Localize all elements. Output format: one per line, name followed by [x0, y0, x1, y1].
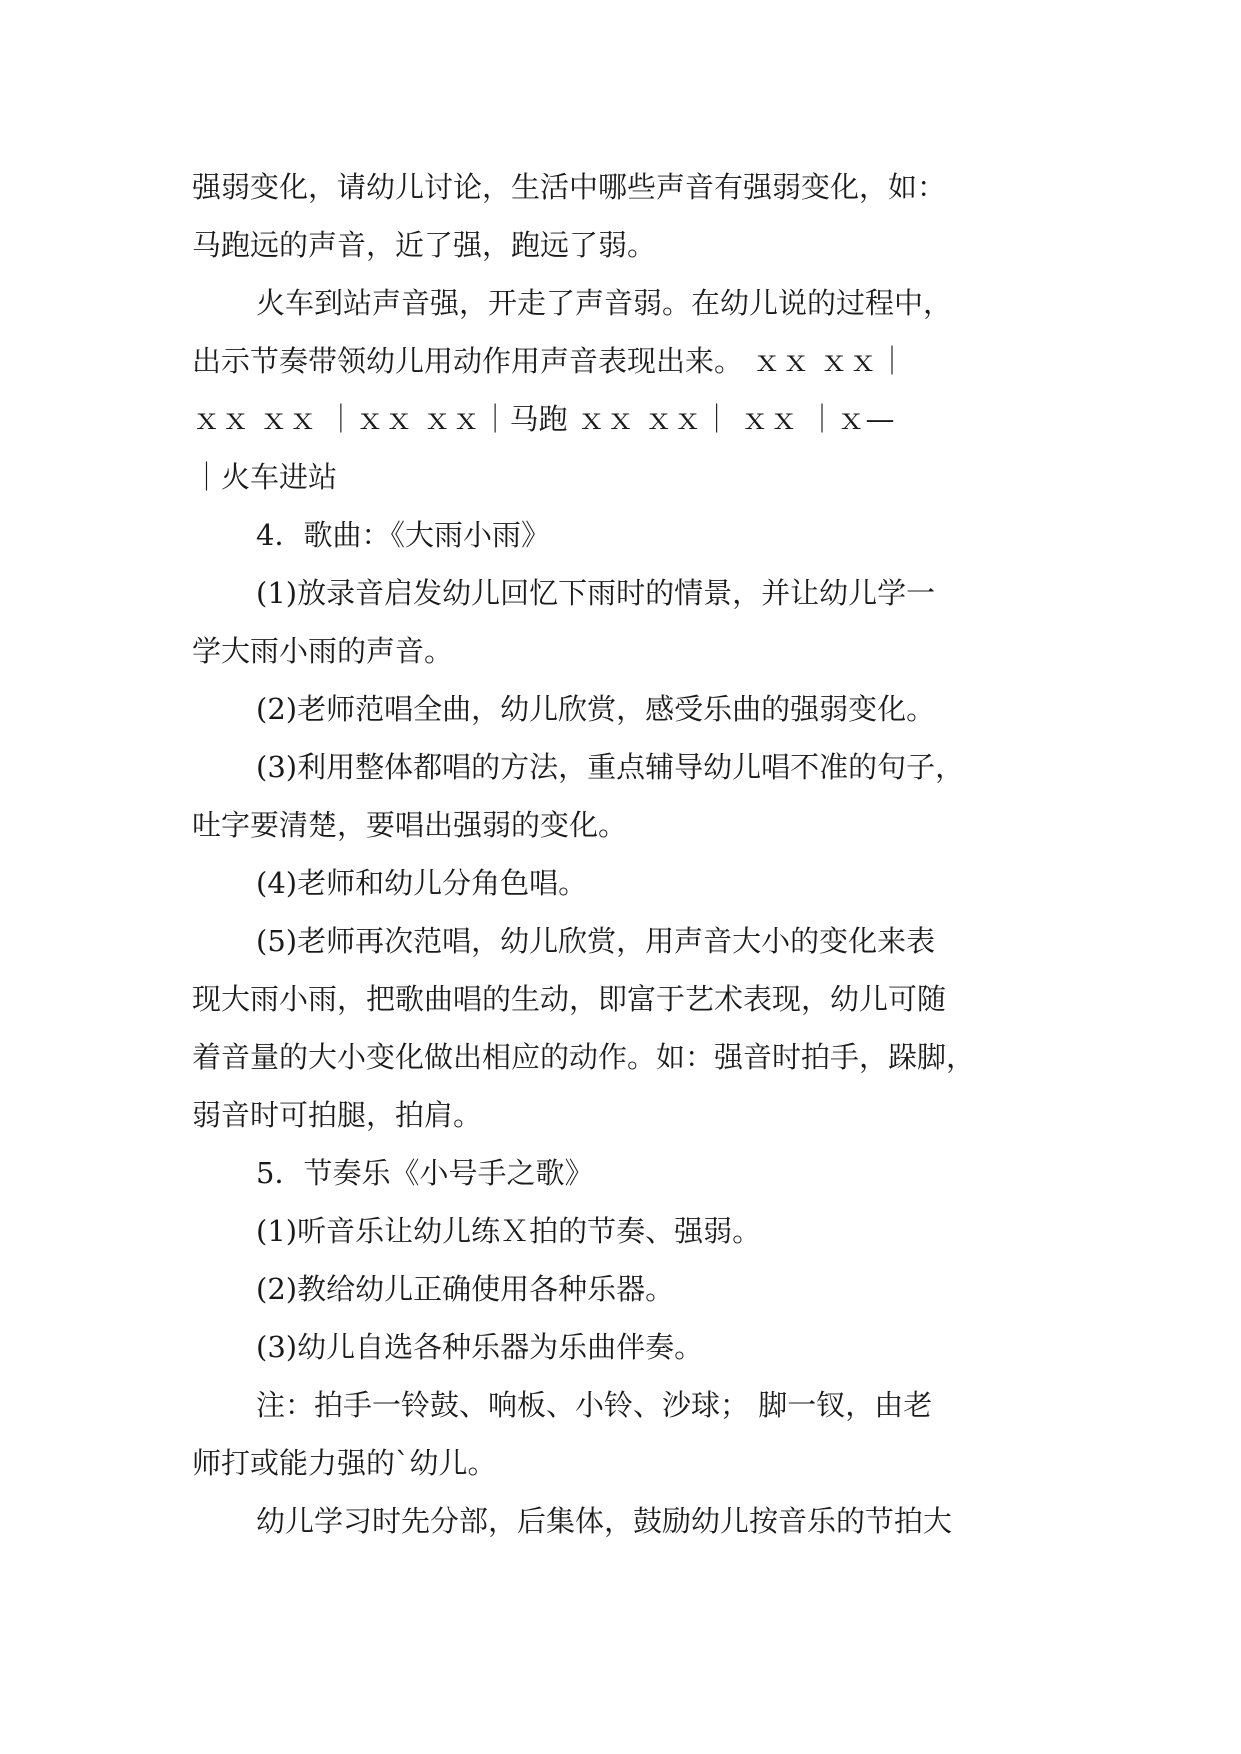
- text-line: 着音量的大小变化做出相应的动作。如：强音时拍手，跺脚，: [192, 1040, 976, 1074]
- text-line: ｜火车进站: [192, 460, 338, 494]
- text-line: 现大雨小雨，把歌曲唱的生动，即富于艺术表现，幼儿可随: [192, 982, 947, 1016]
- text-line: (3)利用整体都唱的方法，重点辅导幼儿唱不准的句子，: [256, 750, 965, 784]
- text-line: 马跑远的声音，近了强，跑远了弱。: [192, 228, 657, 262]
- text-line: 幼儿学习时先分部，后集体，鼓励幼儿按音乐的节拍大: [256, 1504, 953, 1538]
- text-line: (3)幼儿自选各种乐器为乐曲伴奏。: [256, 1330, 704, 1364]
- text-line: (4)老师和幼儿分角色唱。: [256, 866, 588, 900]
- text-line: (2)老师范唱全曲，幼儿欣赏，感受乐曲的强弱变化。: [256, 692, 936, 726]
- text-line: 弱音时可拍腿，拍肩。: [192, 1098, 483, 1132]
- section-heading: 5．节奏乐《小号手之歌》: [256, 1156, 594, 1190]
- text-line: 火车到站声音强，开走了声音弱。在幼儿说的过程中，: [256, 286, 953, 320]
- section-heading: 4．歌曲：《大雨小雨》: [256, 518, 550, 552]
- text-line: 强弱变化，请幼儿讨论，生活中哪些声音有强弱变化，如：: [192, 170, 947, 204]
- text-line: 出示节奏带领幼儿用动作用声音表现出来。 ｘｘ ｘｘ｜: [192, 344, 907, 378]
- text-line: ｘｘ ｘｘ ｜ｘｘ ｘｘ｜马跑 ｘｘ ｘｘ｜ ｘｘ ｜ｘ—: [192, 402, 895, 436]
- text-line: (1)放录音启发幼儿回忆下雨时的情景，并让幼儿学一: [256, 576, 936, 610]
- text-line: 吐字要清楚，要唱出强弱的变化。: [192, 808, 628, 842]
- text-line: (1)听音乐让幼儿练Ｘ拍的节奏、强弱。: [256, 1214, 762, 1248]
- text-line: (2)教给幼儿正确使用各种乐器。: [256, 1272, 675, 1306]
- text-line: 学大雨小雨的声音。: [192, 634, 454, 668]
- text-line: 师打或能力强的`幼儿。: [192, 1446, 497, 1480]
- text-line: (5)老师再次范唱，幼儿欣赏，用声音大小的变化来表: [256, 924, 936, 958]
- text-line: 注：拍手一铃鼓、响板、小铃、沙球； 脚一钗，由老: [256, 1388, 933, 1422]
